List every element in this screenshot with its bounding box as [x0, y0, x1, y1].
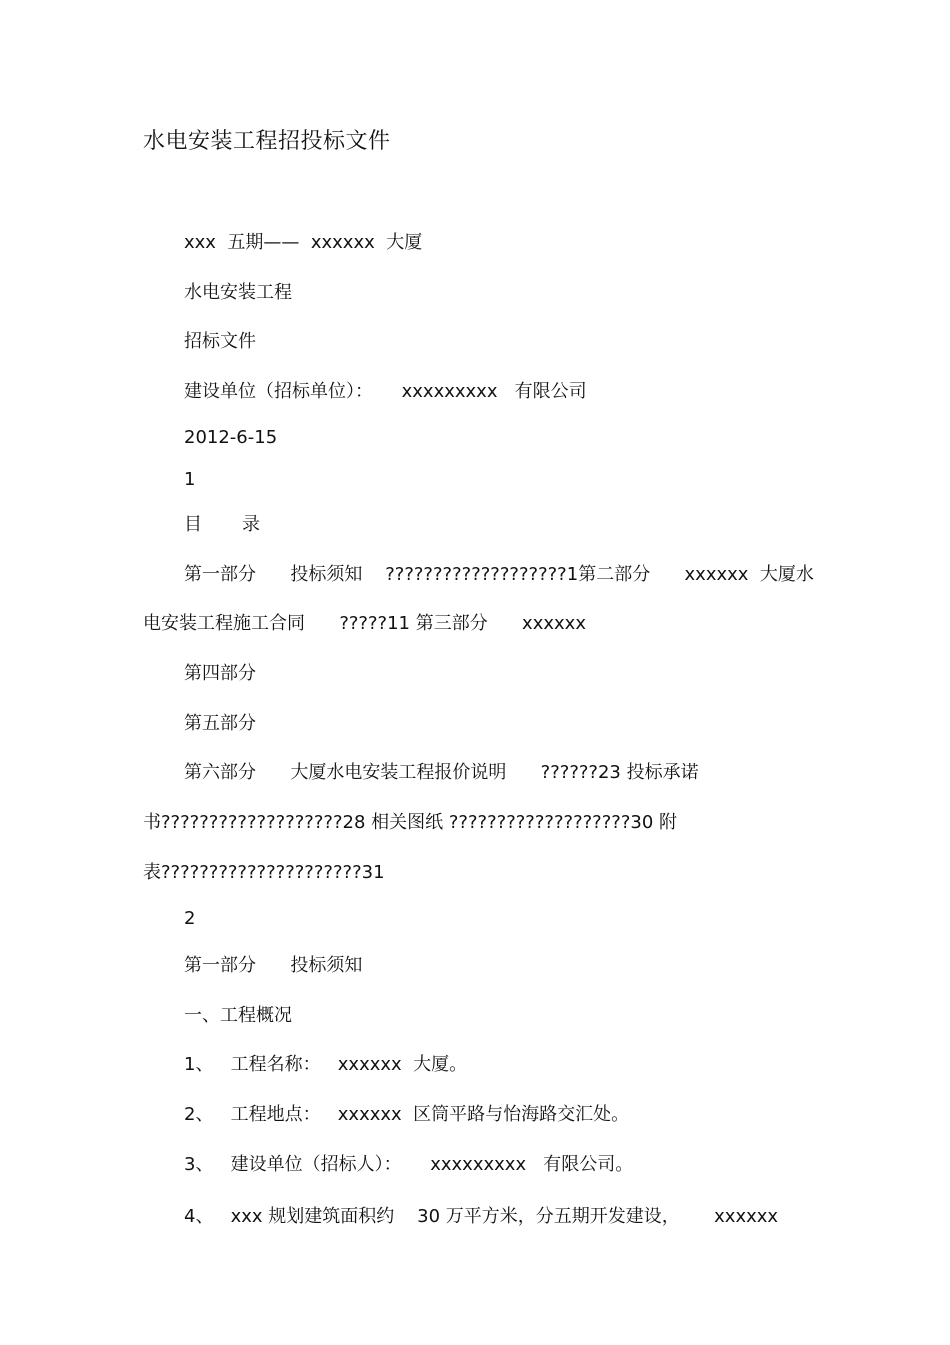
cover-project-type: 水电安装工程: [184, 282, 292, 303]
section-heading: 第一部分 投标须知: [184, 955, 363, 976]
toc-line-1: 第一部分 投标须知 ???????????????????1第二部分 xxxxxx 大厦水: [184, 564, 814, 585]
page-number-2: 2: [184, 908, 196, 929]
section-item: 2、 工程地点： xxxxxx 区筒平路与怡海路交汇处。: [184, 1104, 630, 1125]
document-title: 水电安装工程招投标文件: [143, 129, 391, 154]
page-number-1: 1: [184, 469, 196, 490]
cover-date: 2012-6-15: [184, 427, 278, 448]
cover-doc-type: 招标文件: [184, 331, 256, 352]
cover-project-line: xxx 五期—— xxxxxx 大厦: [184, 232, 423, 253]
toc-line-2: 电安装工程施工合同 ?????11 第三部分 xxxxxx: [143, 613, 586, 634]
section-item: 4、 xxx 规划建筑面积约 30 万平方米，分五期开发建设， xxxxxx: [184, 1206, 779, 1227]
toc-line-3: 第四部分: [184, 663, 256, 684]
section-item: 3、 建设单位（招标人）： xxxxxxxxx 有限公司。: [184, 1154, 634, 1175]
cover-builder: 建设单位（招标单位）： xxxxxxxxx 有限公司: [184, 381, 587, 402]
toc-line-5: 第六部分 大厦水电安装工程报价说明 ??????23 投标承诺: [184, 762, 699, 783]
toc-line-6: 书???????????????????28 相关图纸 ???????????????????30 附: [143, 812, 678, 833]
section-item: 1、 工程名称： xxxxxx 大厦。: [184, 1054, 468, 1075]
section-subheading: 一、工程概况: [184, 1005, 292, 1026]
toc-heading: 目 录: [184, 514, 261, 535]
toc-line-7: 表?????????????????????31: [143, 862, 385, 883]
toc-line-4: 第五部分: [184, 713, 256, 734]
